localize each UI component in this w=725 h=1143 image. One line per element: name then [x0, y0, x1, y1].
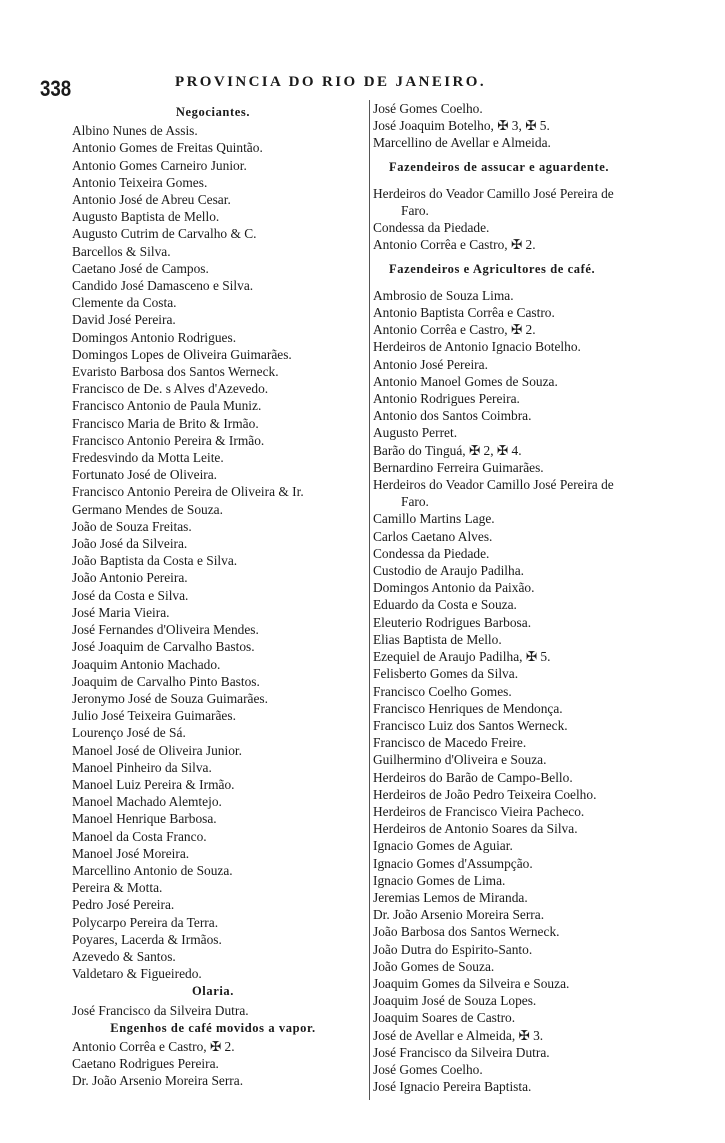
list-item: Herdeiros do Veador Camillo José Pereira de — [373, 185, 614, 201]
list-item: Germano Mendes de Souza. — [72, 501, 223, 517]
list-item: Manoel Machado Alemtejo. — [72, 794, 222, 810]
list-item: Antonio Teixeira Gomes. — [72, 174, 208, 190]
list-item: Caetano Rodrigues Pereira. — [72, 1056, 219, 1072]
list-item: José Fernandes d'Oliveira Mendes. — [72, 622, 259, 638]
list-item: Dr. João Arsenio Moreira Serra. — [373, 907, 545, 923]
list-item: Manoel Pinheiro da Silva. — [72, 759, 212, 775]
list-item: Ignacio Gomes de Aguiar. — [373, 838, 513, 854]
section-heading: Negociantes. — [175, 105, 251, 119]
list-item: Poyares, Lacerda & Irmãos. — [72, 931, 222, 947]
list-item: Francisco de De. s Alves d'Azevedo. — [72, 381, 269, 397]
list-item: Carlos Caetano Alves. — [373, 528, 493, 544]
list-item: Dr. João Arsenio Moreira Serra. — [72, 1073, 244, 1089]
list-item: Caetano José de Campos. — [72, 260, 209, 276]
list-item: Francisco Antonio Pereira de Oliveira & Ir. — [72, 484, 304, 500]
list-item: Antonio Corrêa e Castro, ✠ 2. — [373, 322, 536, 338]
list-item: Domingos Antonio Rodrigues. — [72, 329, 237, 345]
list-item: Eduardo da Costa e Souza. — [373, 597, 517, 613]
list-item: Pereira & Motta. — [72, 880, 163, 896]
list-item: Manoel José de Oliveira Junior. — [72, 742, 242, 758]
list-item: Azevedo & Santos. — [72, 948, 176, 964]
list-item: David José Pereira. — [72, 312, 176, 328]
list-item: Condessa da Piedade. — [373, 220, 490, 236]
section-heading: Fazendeiros e Agricultores de café. — [389, 261, 596, 276]
left-column — [58, 103, 368, 1090]
list-item: Augusto Perret. — [373, 425, 458, 441]
list-item: Manoel da Costa Franco. — [72, 828, 207, 844]
list-item: João Barbosa dos Santos Werneck. — [373, 924, 560, 940]
list-item: Francisco Coelho Gomes. — [373, 683, 512, 699]
list-item: Herdeiros de Antonio Soares da Silva. — [373, 821, 578, 837]
list-item: Evaristo Barbosa dos Santos Werneck. — [72, 364, 279, 380]
list-item: Camillo Martins Lage. — [373, 511, 495, 527]
list-item: Fortunato José de Oliveira. — [72, 467, 218, 483]
list-item: Jeronymo José de Souza Guimarães. — [72, 690, 268, 706]
list-item: Pedro José Pereira. — [72, 897, 175, 913]
list-item: Marcellino de Avellar e Almeida. — [373, 135, 551, 151]
list-item: Antonio Rodrigues Pereira. — [373, 391, 520, 407]
list-item: Joaquim Soares de Castro. — [373, 1010, 516, 1026]
list-item: Eleuterio Rodrigues Barbosa. — [373, 614, 532, 630]
list-item: Francisco de Macedo Freire. — [373, 735, 527, 751]
list-item: Antonio Corrêa e Castro, ✠ 2. — [72, 1038, 235, 1054]
list-item: Antonio Baptista Corrêa e Castro. — [373, 305, 555, 321]
list-item: Julio José Teixeira Guimarães. — [72, 708, 236, 724]
list-item: Guilhermino d'Oliveira e Souza. — [373, 752, 547, 768]
list-item: Francisco Luiz dos Santos Werneck. — [373, 717, 568, 733]
list-item: Marcellino Antonio de Souza. — [72, 862, 233, 878]
list-item: Manoel José Moreira. — [72, 845, 190, 861]
list-item: João de Souza Freitas. — [72, 518, 192, 534]
list-item: João Dutra do Espirito-Santo. — [373, 941, 533, 957]
list-item: Francisco Maria de Brito & Irmão. — [72, 415, 259, 431]
list-item: José da Costa e Silva. — [72, 587, 189, 603]
list-item: Francisco Antonio de Paula Muniz. — [72, 398, 262, 414]
list-item: Antonio José Pereira. — [373, 356, 488, 372]
list-item: José Joaquim Botelho, ✠ 3, ✠ 5. — [373, 118, 550, 134]
list-item: Herdeiros do Barão de Campo-Bello. — [373, 769, 573, 785]
list-item: Fredesvindo da Motta Leite. — [72, 450, 224, 466]
list-item: José Francisco da Silveira Dutra. — [373, 1044, 550, 1060]
list-item: Ignacio Gomes d'Assumpção. — [373, 855, 533, 871]
list-item: Manoel Luiz Pereira & Irmão. — [72, 776, 235, 792]
list-item: Joaquim Antonio Machado. — [72, 656, 221, 672]
list-item: Francisco Antonio Pereira & Irmão. — [72, 432, 265, 448]
list-item: João Antonio Pereira. — [72, 570, 188, 586]
list-item: Barão do Tinguá, ✠ 2, ✠ 4. — [373, 442, 522, 458]
list-item: Herdeiros do Veador Camillo José Pereira de — [373, 477, 614, 493]
list-item: Antonio dos Santos Coimbra. — [373, 408, 532, 424]
list-item: Joaquim José de Souza Lopes. — [373, 993, 537, 1009]
column-divider — [369, 100, 370, 1100]
list-item: Herdeiros de Antonio Ignacio Botelho. — [373, 339, 581, 355]
list-item: João José da Silveira. — [72, 536, 188, 552]
list-item: Candido José Damasceno e Silva. — [72, 278, 254, 294]
list-item: José Gomes Coelho. — [373, 1061, 483, 1077]
list-item: Manoel Henrique Barbosa. — [72, 811, 217, 827]
running-header: PROVINCIA DO RIO DE JANEIRO. — [175, 74, 486, 90]
list-item: Ambrosio de Souza Lima. — [373, 287, 514, 303]
list-item: Antonio José de Abreu Cesar. — [72, 192, 231, 208]
list-item: Joaquim de Carvalho Pinto Bastos. — [72, 673, 260, 689]
right-column — [373, 100, 723, 1095]
list-item: Antonio Gomes Carneiro Junior. — [72, 157, 247, 173]
list-item: Felisberto Gomes da Silva. — [373, 666, 519, 682]
list-item: Elias Baptista de Mello. — [373, 631, 502, 647]
list-item: Domingos Antonio da Paixão. — [373, 580, 535, 596]
list-item: Faro. — [401, 203, 429, 219]
list-item: Albino Nunes de Assis. — [72, 123, 198, 139]
list-item: Polycarpo Pereira da Terra. — [72, 914, 219, 930]
list-item: Augusto Baptista de Mello. — [72, 209, 220, 225]
list-item: Ezequiel de Araujo Padilha, ✠ 5. — [373, 649, 551, 665]
list-item: Lourenço José de Sá. — [72, 725, 186, 741]
list-item: Custodio de Araujo Padilha. — [373, 563, 525, 579]
list-item: Antonio Gomes de Freitas Quintão. — [72, 140, 263, 156]
list-item: Herdeiros de Francisco Vieira Pacheco. — [373, 803, 585, 819]
list-item: Jeremias Lemos de Miranda. — [373, 889, 528, 905]
list-item: Ignacio Gomes de Lima. — [373, 872, 506, 888]
list-item: Valdetaro & Figueiredo. — [72, 966, 202, 982]
list-item: Antonio Manoel Gomes de Souza. — [373, 373, 558, 389]
list-item: Antonio Corrêa e Castro, ✠ 2. — [373, 237, 536, 253]
list-item: José Gomes Coelho. — [373, 101, 483, 116]
list-item: José Francisco da Silveira Dutra. — [72, 1002, 249, 1018]
list-item: José Ignacio Pereira Baptista. — [373, 1079, 532, 1095]
list-item: Condessa da Piedade. — [373, 545, 490, 561]
list-item: José de Avellar e Almeida, ✠ 3. — [373, 1027, 544, 1043]
page-number: 338 — [40, 76, 72, 101]
section-heading: Olaria. — [191, 984, 235, 999]
list-item: Clemente da Costa. — [72, 295, 177, 311]
list-item: João Gomes de Souza. — [373, 958, 495, 974]
section-heading: Engenhos de café movidos a vapor. — [110, 1020, 316, 1035]
list-item: Francisco Henriques de Mendonça. — [373, 700, 563, 716]
list-item: Herdeiros de João Pedro Teixeira Coelho. — [373, 786, 597, 802]
list-item: Bernardino Ferreira Guimarães. — [373, 459, 544, 475]
list-item: Joaquim Gomes da Silveira e Souza. — [373, 975, 570, 991]
list-item: José Joaquim de Carvalho Bastos. — [72, 639, 255, 655]
list-item: Domingos Lopes de Oliveira Guimarães. — [72, 346, 292, 362]
list-item: João Baptista da Costa e Silva. — [72, 553, 238, 569]
list-item: Augusto Cutrim de Carvalho & C. — [72, 226, 257, 242]
list-item: José Maria Vieira. — [72, 604, 170, 620]
section-heading: Fazendeiros de assucar e aguardente. — [389, 159, 610, 174]
list-item: Faro. — [401, 494, 429, 510]
list-item: Barcellos & Silva. — [72, 243, 171, 259]
